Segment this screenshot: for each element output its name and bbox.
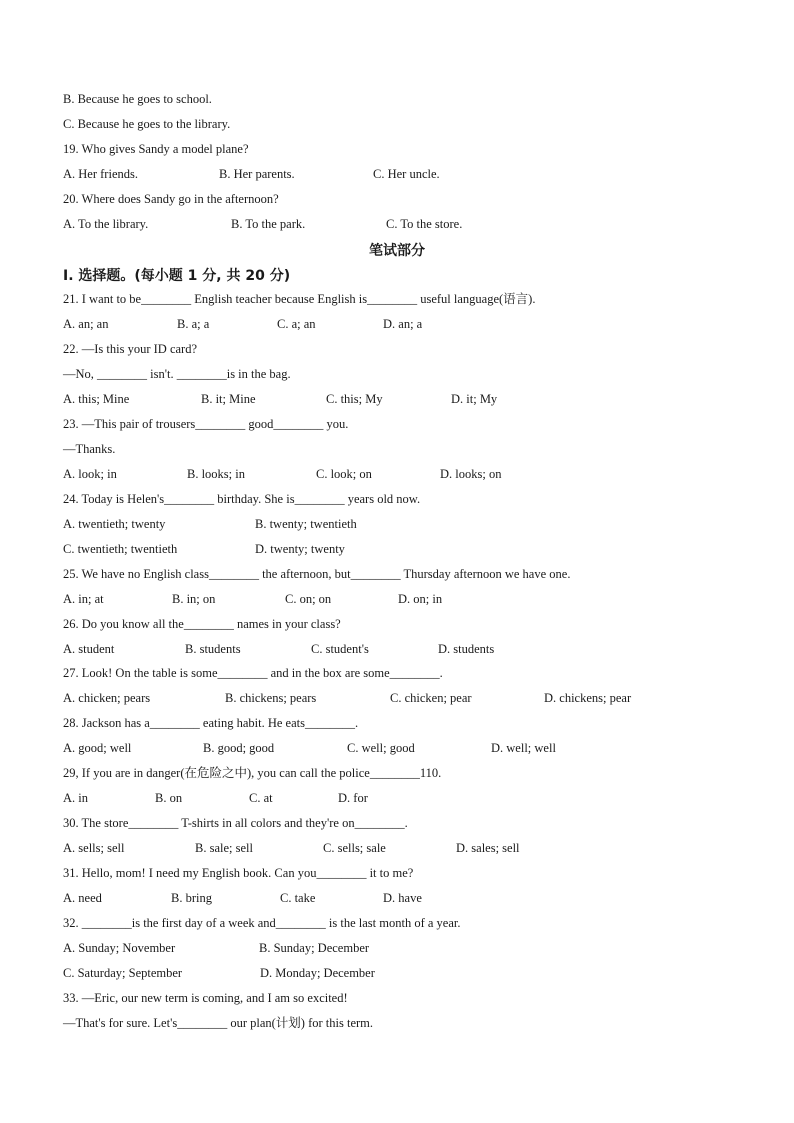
- option: C. To the store.: [386, 217, 463, 231]
- options-row: [63, 790, 763, 806]
- question-line: 19. Who gives Sandy a model plane?: [63, 142, 249, 156]
- section-title: I. 选择题。(每小题 1 分, 共 20 分): [63, 268, 291, 284]
- options-row: [63, 316, 763, 332]
- option: C. on; on: [285, 592, 332, 606]
- option: A. Her friends.: [63, 167, 138, 181]
- option: A. Sunday; November: [63, 941, 176, 955]
- option: C. student's: [311, 642, 369, 656]
- option: D. sales; sell: [456, 841, 520, 855]
- option: C. this; My: [326, 392, 383, 406]
- option: D. it; My: [451, 392, 498, 406]
- option: A. in: [63, 791, 88, 805]
- options-row: [63, 391, 763, 407]
- question-line: 22. —Is this your ID card?: [63, 342, 197, 356]
- option: C. Her uncle.: [373, 167, 440, 181]
- options-row: [63, 216, 763, 232]
- option: C. a; an: [277, 317, 316, 331]
- options-row: [63, 466, 763, 482]
- option: A. look; in: [63, 467, 117, 481]
- option: A. student: [63, 642, 115, 656]
- question-line: 21. I want to be________ English teacher because English is________ useful language(语言).: [63, 292, 536, 306]
- option: B. sale; sell: [195, 841, 253, 855]
- option: C. well; good: [347, 741, 415, 755]
- option: B. Her parents.: [219, 167, 295, 181]
- option: B. To the park.: [231, 217, 306, 231]
- question-line: 33. —Eric, our new term is coming, and I am so excited!: [63, 991, 348, 1005]
- option: D. for: [338, 791, 368, 805]
- option: C. take: [280, 891, 316, 905]
- option: D. have: [383, 891, 422, 905]
- options-row: [63, 690, 763, 706]
- question-line: 20. Where does Sandy go in the afternoon?: [63, 192, 279, 206]
- options-row: [63, 541, 763, 557]
- options-row: [63, 516, 763, 532]
- options-row: [63, 965, 763, 981]
- options-row: [63, 940, 763, 956]
- option: C. Saturday; September: [63, 966, 183, 980]
- question-line: 32. ________is the first day of a week and________ is the last month of a year.: [63, 916, 461, 930]
- option: B. twenty; twentieth: [255, 517, 357, 531]
- option: D. on; in: [398, 592, 443, 606]
- question-line: 27. Look! On the table is some________ and in the box are some________.: [63, 666, 443, 680]
- option: A. chicken; pears: [63, 691, 151, 705]
- option: B. Sunday; December: [259, 941, 370, 955]
- option: D. well; well: [491, 741, 556, 755]
- written-part-title: 笔试部分: [369, 243, 425, 259]
- option: A. sells; sell: [63, 841, 125, 855]
- question-line: 26. Do you know all the________ names in your class?: [63, 617, 341, 631]
- options-row: [63, 166, 763, 182]
- option: D. twenty; twenty: [255, 542, 345, 556]
- option: C. at: [249, 791, 273, 805]
- options-row: [63, 740, 763, 756]
- option: B. it; Mine: [201, 392, 256, 406]
- option: B. good; good: [203, 741, 275, 755]
- question-line: 30. The store________ T-shirts in all colors and they're on________.: [63, 816, 408, 830]
- question-line: 31. Hello, mom! I need my English book. Can you________ it to me?: [63, 866, 414, 880]
- option: D. looks; on: [440, 467, 502, 481]
- option: B. students: [185, 642, 241, 656]
- option: B. a; a: [177, 317, 210, 331]
- question-line: 23. —This pair of trousers________ good________ you.: [63, 417, 349, 431]
- option: C. look; on: [316, 467, 372, 481]
- option: C. twentieth; twentieth: [63, 542, 178, 556]
- option: D. Monday; December: [260, 966, 375, 980]
- option: D. students: [438, 642, 495, 656]
- options-row: [63, 890, 763, 906]
- options-row: [63, 641, 763, 657]
- option: A. need: [63, 891, 102, 905]
- option: B. looks; in: [187, 467, 245, 481]
- options-row: [63, 840, 763, 856]
- option: A. this; Mine: [63, 392, 130, 406]
- option: D. chickens; pear: [544, 691, 632, 705]
- option-line: B. Because he goes to school.: [63, 92, 212, 106]
- question-line: —No, ________ isn't. ________is in the bag.: [63, 367, 291, 381]
- question-line: 24. Today is Helen's________ birthday. She is________ years old now.: [63, 492, 421, 506]
- option: B. bring: [171, 891, 212, 905]
- option: B. in; on: [172, 592, 216, 606]
- options-row: [63, 591, 763, 607]
- option: C. chicken; pear: [390, 691, 472, 705]
- option: B. chickens; pears: [225, 691, 317, 705]
- option: B. on: [155, 791, 183, 805]
- question-line: 25. We have no English class________ the afternoon, but________ Thursday afternoon we have one.: [63, 567, 571, 581]
- question-line: 28. Jackson has a________ eating habit. He eats________.: [63, 716, 359, 730]
- option-line: C. Because he goes to the library.: [63, 117, 231, 131]
- option: A. good; well: [63, 741, 132, 755]
- question-line: —Thanks.: [63, 442, 116, 456]
- question-line: —That's for sure. Let's________ our plan(计划) for this term.: [63, 1016, 373, 1030]
- question-line: 29, If you are in danger(在危险之中), you can call the police________110.: [63, 766, 442, 780]
- option: A. an; an: [63, 317, 109, 331]
- option: A. To the library.: [63, 217, 149, 231]
- option: C. sells; sale: [323, 841, 386, 855]
- option: D. an; a: [383, 317, 423, 331]
- option: A. twentieth; twenty: [63, 517, 166, 531]
- option: A. in; at: [63, 592, 104, 606]
